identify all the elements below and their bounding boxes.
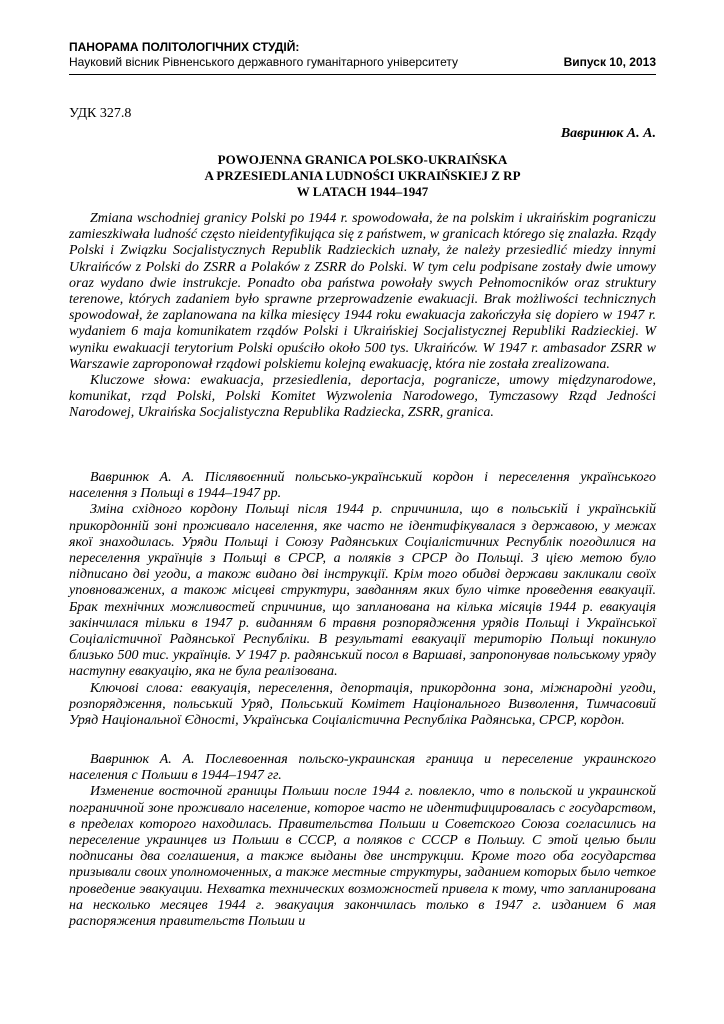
title-line: A PRZESIEDLANIA LUDNOŚCI UKRAIŃSKIEJ Z RP — [204, 168, 521, 183]
journal-title: ПАНОРАМА ПОЛІТОЛОГІЧНИХ СТУДІЙ: — [69, 40, 300, 54]
abstract-ukrainian — [69, 470, 656, 729]
abstract-text: Изменение восточной границы Польши после 1944 г. повлекло, что в польской и украинской пограничной зоне проживало население, которое часто не идентифицировалась с государством, в пределах которого находилась. Правительства Польши и Советского Союза согласились на переселение украинцев из Польши в СССР, а поляков с СССР в Польшу. С этой целью были подписаны два соглашения, а также выданы две инструкции. Кроме того оба государства призывали своих уполномоченных, а также местные структуры, заданием которых было четкое проведение эвакуации. Нехватка технических возможностей привела к тому, что запланирована на несколько месяцев 1944 г. эвакуация закончилась только в 1947 г. изданием 6 мая распоряжения правительств Польши и — [69, 784, 656, 930]
abstract-text: Зміна східного кордону Польщі після 1944 р. спричинила, що в польській і українській прикордонній зоні проживало населення, яке часто не ідентифікувалася з державою, у межах якої знаходилась. Уряди Польщі і Союзу Радянських Соціалістичних Республік погодилися на переселення українців з Польщі в СРСР, а поляків з СРСР до Польщі. З цією метою було підписано дві угоди, а також видано дві інструкції. Крім того обидві держави закликали своїх уповноважених, а також місцеві структури, завданням яких було чітке проведення евакуації. Брак технічних можливостей спричинив, що запланована на кілька місяців 1944 р. евакуація закінчилася тільки в 1947 р. виданням 6 травня розпорядження урядів Польщі і Української Соціалістичної Радянської Республіки. В результаті евакуації територію Польщі покинуло близько 500 тис. українців. У 1947 р. радянський посол в Варшаві, запропонував польському уряду наступну евакуацію, яка не була реалізована. — [69, 502, 656, 680]
udk-code: УДК 327.8 — [69, 106, 132, 121]
abstract-polish — [69, 211, 656, 422]
title-line: W LATACH 1944–1947 — [296, 184, 429, 199]
title-line: POWOJENNA GRANICA POLSKO-UKRAIŃSKA — [217, 152, 508, 167]
abstract-text: Zmiana wschodniej granicy Polski po 1944 r. spowodowała, że na polskim i ukraińskim pograniczu zamieszkiwała ludność często nieidentyfikująca się z państwem, w granicach którego się znalazła. Rządy Polski i Związku Socjalistycznych Republik Radzieckich uznały, że należy przesiedlić miedzy innymi Ukraińców z Polski do ZSRR a Polaków z ZSRR do Polski. W tym celu podpisane zostały dwie umowy oraz wydano dwie instrukcje. Ponadto oba państwa powołały swych Pełnomocników oraz struktury terenowe, których zadaniem było sprawne przeprowadzenie ewakuacji. Brak możliwości technicznych spowodował, że zaplanowana na kilka miesięcy 1944 roku ewakuacja zakończyła się dopiero w 1947 r. wydaniem 6 maja komunikatem rządów Polski i Ukraińskiej Socjalistycznej Republiki Radzieckiej. W wyniku ewakuacji terytorium Polski opuściło około 500 tys. Ukraińców. W 1947 r. ambasador ZSRR w Warszawie zaproponował rządowi polskiemu kolejną ewakuację, która nie została zrealizowana. — [69, 211, 656, 372]
abstract-heading: Вавринюк А. А. Послевоенная польско-украинская граница и переселение украинского населения с Польши в 1944–1947 гг. — [69, 752, 656, 784]
journal-subtitle: Науковий вісник Рівненського державного гуманітарного університету — [69, 55, 459, 69]
article-title — [69, 152, 656, 200]
header-divider — [69, 74, 656, 75]
keywords: Ключові слова: евакуація, переселення, депортація, прикордонна зона, міжнародні угоди, розпорядження, польський Уряд, Польський Комітет Національного Визволення, Тимчасовий Уряд Національної Єдності, Українська Соціалістична Республіка Радянська, СРСР, кордон. — [69, 680, 656, 729]
abstract-russian — [69, 752, 656, 930]
running-header — [69, 40, 656, 70]
keywords: Kluczowe słowa: ewakuacja, przesiedlenia, deportacja, pogranicze, umowy międzynarodowe, komunikat, rząd Polski, Polski Komitet Wyzwolenia Narodowego, Tymczasowy Rząd Jedności Narodowej, Ukraińska Socjalistyczna Republika Radziecka, ZSRR, granica. — [69, 373, 656, 421]
issue-number: Випуск 10, 2013 — [563, 55, 656, 69]
abstract-heading: Вавринюк А. А. Післявоєнний польсько-український кордон і переселення українського населення з Польщі в 1944–1947 рр. — [69, 470, 656, 502]
author-name: Вавринюк А. А. — [560, 126, 656, 141]
